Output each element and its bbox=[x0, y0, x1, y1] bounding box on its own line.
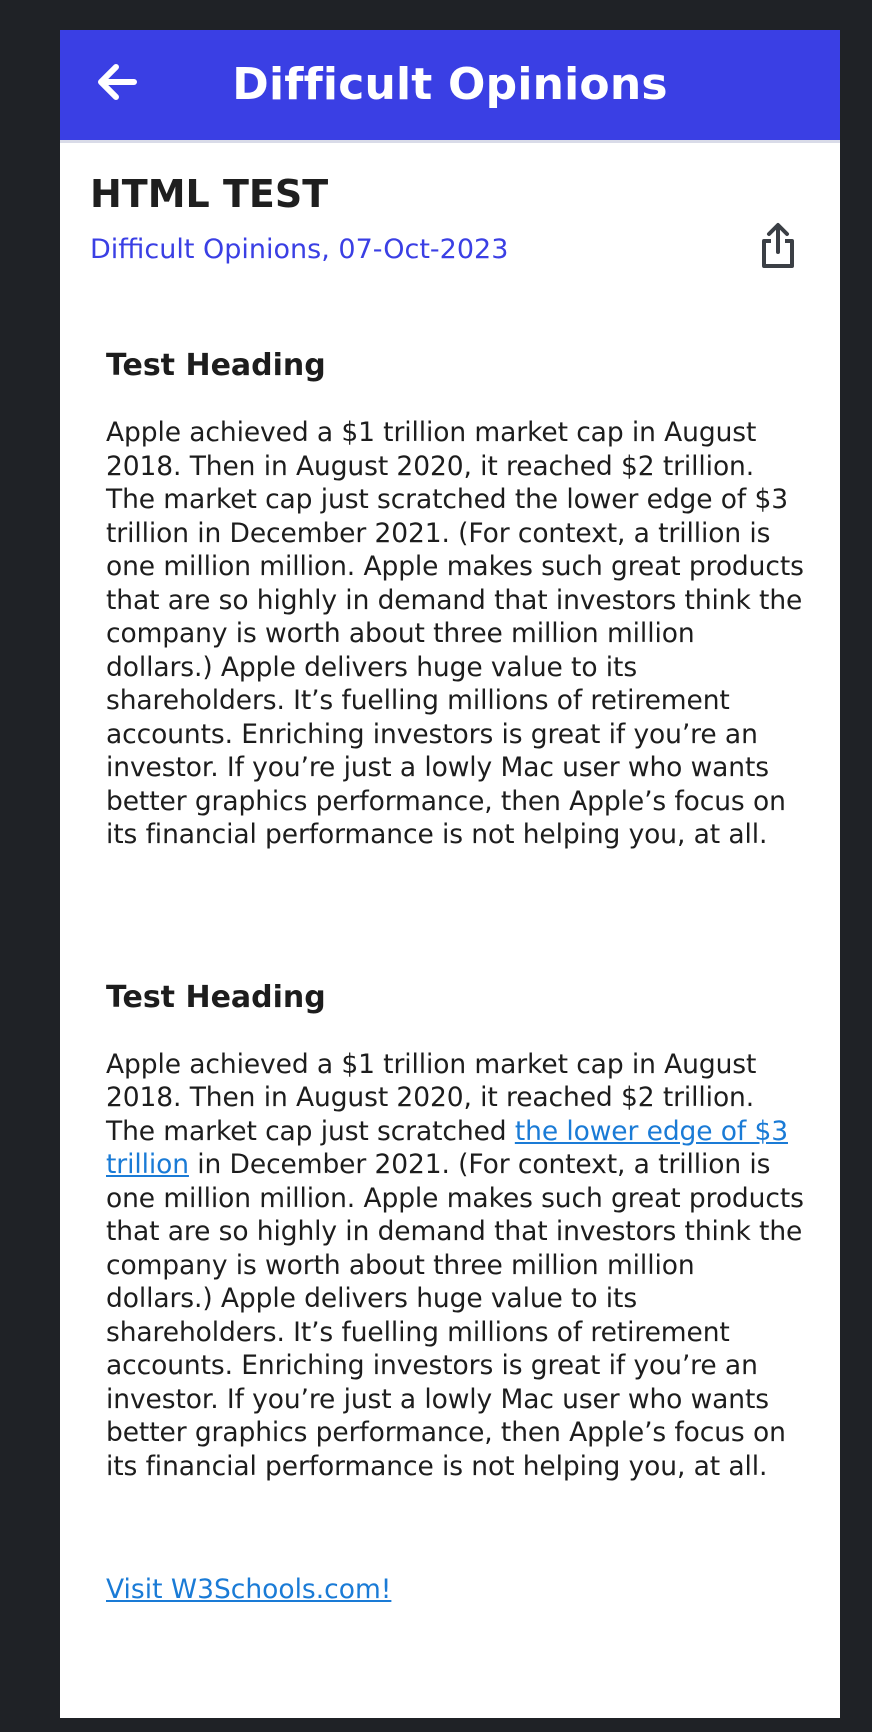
article-meta: Difficult Opinions, 07-Oct-2023 bbox=[90, 234, 509, 265]
inline-link[interactable]: the lower edge of $3 trillion bbox=[106, 1115, 788, 1180]
article-header bbox=[90, 168, 810, 268]
share-icon bbox=[758, 222, 798, 274]
spacer bbox=[106, 852, 806, 952]
share-button[interactable] bbox=[750, 218, 806, 278]
section-heading: Test Heading bbox=[106, 348, 326, 383]
back-button[interactable] bbox=[88, 56, 144, 112]
article-body bbox=[106, 320, 806, 1607]
paragraph-text: in December 2021. (For context, a trillion is one million million. Apple makes such great products that are so highly in demand that investors think the company is worth about three million million dollars.) Apple delivers huge value to its shareholders. It’s fuelling millions of retirement accounts. Enriching investors is great if you’re an investor. If you’re just a lowly Mac user who wants better graphics performance, then Apple’s focus on its financial performance is not helping you, at all. bbox=[106, 1149, 804, 1482]
paragraph-text: Apple achieved a $1 trillion market cap in August 2018. Then in August 2020, it reached $2 trillion. The market cap just scratched bbox=[106, 1048, 757, 1147]
app-title: Difficult Opinions bbox=[232, 59, 668, 110]
article-title: HTML TEST bbox=[90, 172, 329, 216]
section-heading: Test Heading bbox=[106, 979, 326, 1015]
footer-link-row bbox=[106, 1573, 806, 1607]
spacer bbox=[106, 1483, 806, 1573]
app-screen bbox=[60, 30, 840, 1718]
section-paragraph bbox=[106, 1048, 806, 1484]
arrow-left-icon bbox=[94, 62, 138, 106]
w3schools-link[interactable]: Visit W3Schools.com! bbox=[106, 1574, 392, 1605]
section-paragraph: Apple achieved a $1 trillion market cap in August 2018. Then in August 2020, it reached $2 trillion. The market cap just scratched the lower edge of $3 trillion in December 2021. (For context, a trillion is one million million. Apple makes such great products that are so highly in demand that investors think the company is worth about three million million dollars.) Apple delivers huge value to its shareholders. It’s fuelling millions of retirement accounts. Enriching investors is great if you’re an investor. If you’re just a lowly Mac user who wants better graphics performance, then Apple’s focus on its financial performance is not helping you, at all. bbox=[106, 417, 804, 850]
app-bar bbox=[60, 30, 840, 143]
